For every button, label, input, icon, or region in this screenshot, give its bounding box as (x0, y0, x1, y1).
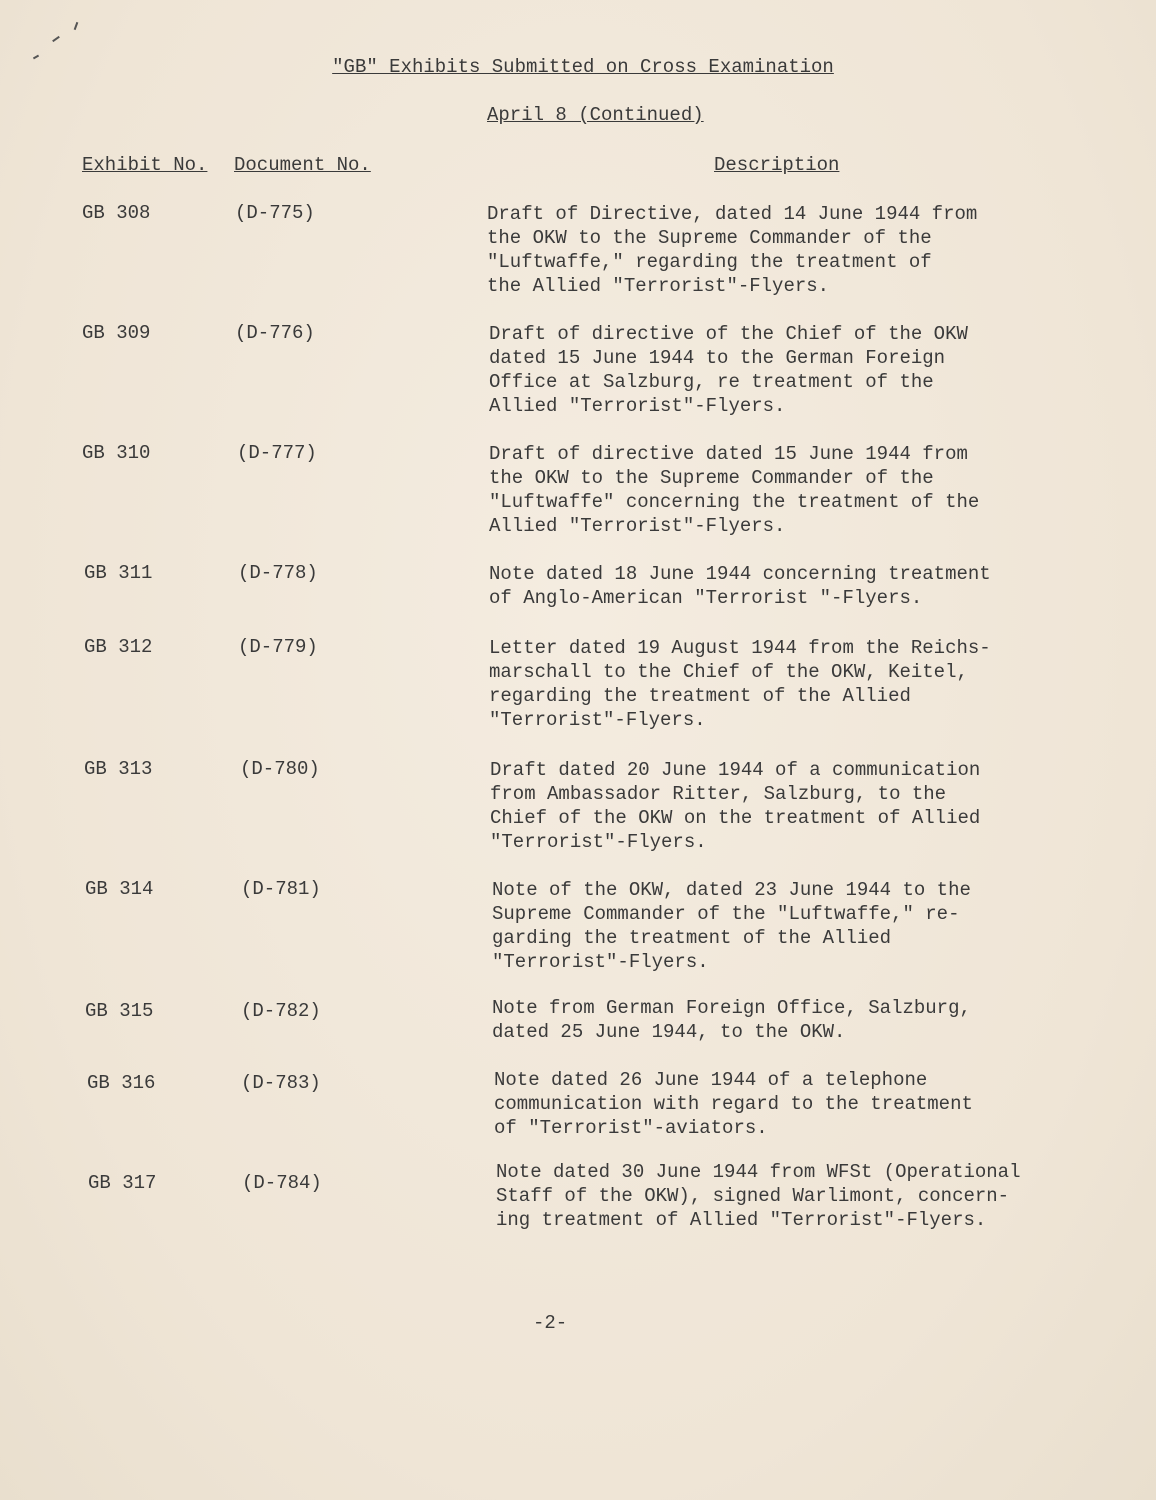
document-number: (D-781) (241, 878, 321, 900)
document-number: (D-779) (238, 636, 318, 658)
exhibit-number: GB 311 (84, 562, 153, 584)
exhibit-number: GB 317 (88, 1172, 157, 1194)
exhibit-number: GB 313 (84, 758, 153, 780)
exhibit-number: GB 315 (85, 1000, 154, 1022)
exhibit-number: GB 312 (84, 636, 153, 658)
document-subtitle: April 8 (Continued) (487, 104, 704, 126)
exhibit-description: Letter dated 19 August 1944 from the Reichs- marschall to the Chief of the OKW, Keitel, regarding the treatment of the Allied "Terrorist"-Flyers. (489, 637, 991, 731)
exhibit-description: Draft of Directive, dated 14 June 1944 from the OKW to the Supreme Commander of the "Luftwaffe," regarding the treatment of the Allied "Terrorist"-Flyers. (487, 203, 978, 297)
document-number: (D-782) (241, 1000, 321, 1022)
document-number: (D-784) (242, 1172, 322, 1194)
exhibit-number: GB 309 (82, 322, 151, 344)
stray-mark (74, 22, 79, 30)
exhibit-description: Note of the OKW, dated 23 June 1944 to the Supreme Commander of the "Luftwaffe," re- garding the treatment of the Allied "Terrorist"-Flyers. (492, 879, 971, 973)
exhibit-description: Draft dated 20 June 1944 of a communication from Ambassador Ritter, Salzburg, to the Chief of the OKW on the treatment of Allied "Terrorist"-Flyers. (490, 759, 981, 853)
exhibit-number: GB 314 (85, 878, 154, 900)
document-number: (D-777) (237, 442, 317, 464)
exhibit-description: Note dated 30 June 1944 from WFSt (Operational Staff of the OKW), signed Warlimont, concern- ing treatment of Allied "Terrorist"-Flyers. (496, 1161, 1021, 1231)
exhibit-description: Draft of directive dated 15 June 1944 from the OKW to the Supreme Commander of the "Luftwaffe" concerning the treatment of the Allied "Terrorist"-Flyers. (489, 443, 980, 537)
exhibit-number: GB 310 (82, 442, 151, 464)
stray-mark (52, 36, 60, 42)
exhibit-description: Note dated 26 June 1944 of a telephone communication with regard to the treatment of "Terrorist"-aviators. (494, 1069, 973, 1139)
exhibit-number: GB 316 (87, 1072, 156, 1094)
document-number: (D-776) (235, 322, 315, 344)
exhibit-description: Draft of directive of the Chief of the OKW dated 15 June 1944 to the German Foreign Office at Salzburg, re treatment of the Allied "Terrorist"-Flyers. (489, 323, 968, 417)
document-number: (D-780) (240, 758, 320, 780)
document-number: (D-778) (238, 562, 318, 584)
document-number: (D-775) (235, 202, 315, 224)
page-number: -2- (533, 1312, 568, 1334)
exhibit-description: Note from German Foreign Office, Salzburg, dated 25 June 1944, to the OKW. (492, 997, 971, 1043)
column-header-document: Document No. (234, 154, 371, 176)
exhibit-description: Note dated 18 June 1944 concerning treatment of Anglo-American "Terrorist "-Flyers. (489, 563, 991, 609)
exhibit-number: GB 308 (82, 202, 151, 224)
document-number: (D-783) (241, 1072, 321, 1094)
column-header-description: Description (714, 154, 840, 176)
column-header-exhibit: Exhibit No. (82, 154, 208, 176)
document-title: "GB" Exhibits Submitted on Cross Examination (332, 56, 834, 78)
